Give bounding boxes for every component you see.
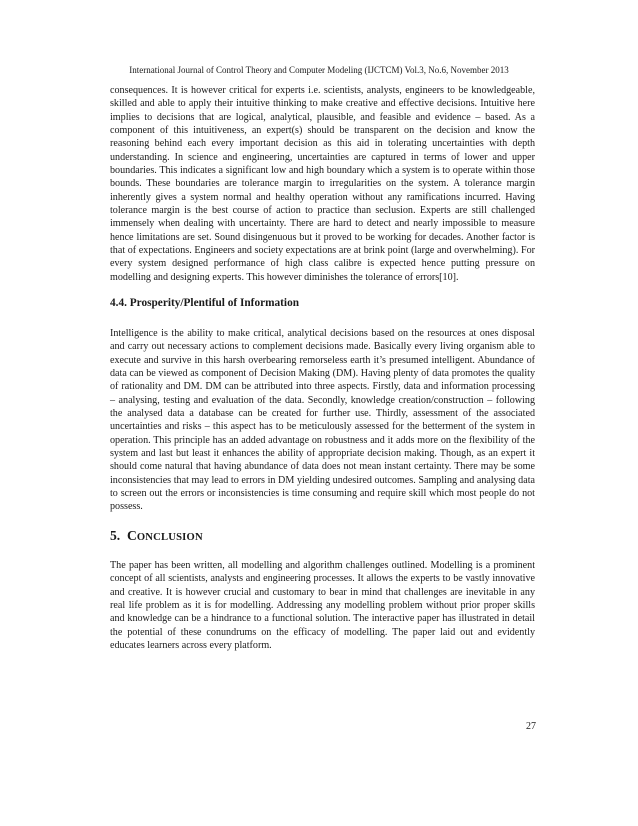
conclusion-paragraph-block <box>110 559 535 652</box>
running-header: International Journal of Control Theory and Computer Modeling (IJCTCM) Vol.3, No.6, November 2013 <box>129 65 509 75</box>
section-number: 5. <box>110 528 121 543</box>
section-title-initial: C <box>127 528 137 543</box>
prosperity-paragraph-block <box>110 327 535 514</box>
intro-paragraph: consequences. It is however critical for experts i.e. scientists, analysts, engineers to be knowledgeable, skilled and able to apply their intuitive thinking to make creative and effective decisions. Intuitive here implies to decisions that are logical, analytical, plausible, and feasible and evidence – based. As a component of this intuitiveness, an expert(s) should be transparent on the decision and know the reasoning behind each every important decision as this aid in tolerating uncertainties with depth understanding. In science and engineering, uncertainties are captured in terms of lower and upper boundaries. This indicates a significant low and high boundary which a system is to operate within those bounds. These boundaries are tolerance margin to irregularities on the system. A tolerance margin inherently gives a system normal and healthy operation without any ramifications incurred. Having tolerance margin is the best course of action to practice than seclusion. Experts are still challenged immensely when dealing with uncertainty. There are hard to detect and nearly impossible to measure hence limitations are set. Sound disingenuous but it proved to be working for decades. Another factor is that of expectations. Engineers and society expectations are at brink point (large and overwhelming). For every system designed performance of high class calibre is expected hence putting pressure on modelling and designing experts. This however diminishes the tolerance of errors[10]. <box>110 85 535 283</box>
subsection-heading: 4.4. Prosperity/Plentiful of Information <box>110 297 299 309</box>
section-title-rest: ONCLUSION <box>136 532 203 543</box>
section-heading <box>110 528 535 546</box>
prosperity-paragraph: Intelligence is the ability to make critical, analytical decisions based on the resources at ones disposal and carry out necessary actions to complement decisions made. Basically every living organism able to execute and survive in this harsh overbearing remorseless earth it’s presumed intelligent. Abundance of data can be viewed as component of Decision Making (DM). Having plenty of data promotes the quality of rationality and DM. DM can be attributed into three aspects. Firstly, data and information processing – analysing, testing and evaluation of the data. Secondly, knowledge creation/construction – following the analysed data a database can be created for further use. Thirdly, assessment of the associated uncertainties and risks – this aspect has to be meticulously assessed for the betterment of the system in operation. This principle has an added advantage on robustness and it adds more on the flexibility of the system and last but least it enhances the ability of appropriate decision making. Though, as an expert it should come natural that having abundance of data does not mean instant certainty. There may be some inconsistencies that may lead to errors in DM yielding undesired outcomes. Sampling and analysing data to screen out the errors or inconsistencies is time consuming and require skill which most people do not possess. <box>110 328 535 513</box>
page-number: 27 <box>526 721 536 732</box>
conclusion-paragraph: The paper has been written, all modelling and algorithm challenges outlined. Modelling is a prominent concept of all scientists, analysts and engineering processes. It allows the experts to be vastly innovative and creative. It is however crucial and customary to bear in mind that challenges are inevitable in any real life problem as it is for modelling. Addressing any modelling problem without prior proper skills and knowledge can be a hindrance to a functional solution. The interactive paper has illustrated in detail the potential of these conundrums on the efficacy of modelling. The paper laid out and evidently educates learners across every platform. <box>110 560 535 652</box>
intro-paragraph-block <box>110 84 535 284</box>
